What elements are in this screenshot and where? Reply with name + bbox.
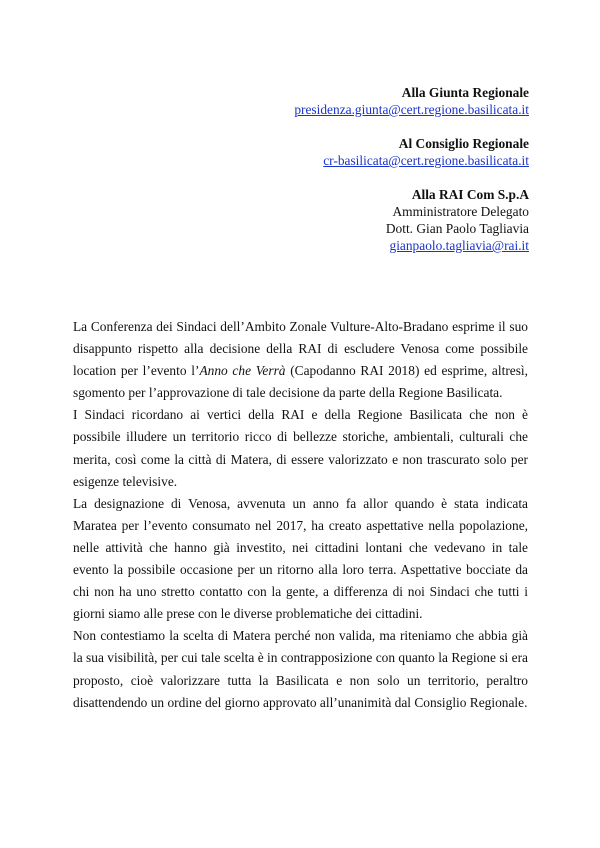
recipient-email-link[interactable]: cr-basilicata@cert.regione.basilicata.it	[323, 153, 529, 168]
recipient-title: Alla Giunta Regionale	[401, 85, 529, 100]
recipient-title: Alla RAI Com S.p.A	[411, 187, 529, 202]
paragraph-3: La designazione di Venosa, avvenuta un anno fa allor quando è stata indicata Maratea per l’evento consumato nel 2017, ha creato aspettative nella popolazione, nelle attività che hanno già investito, nei cittadini lontani che vedevano in tale evento la possibile occasione per un ritorno alla loro terra. Aspettative bocciate da chi non ha uno stretto contatto con la gente, a differenza di noi Sindaci che tutti i giorni siamo alle prese con le diverse problematiche dei cittadini.	[73, 495, 528, 622]
recipient-rai	[386, 186, 529, 254]
paragraph-text: La Conferenza dei Sindaci dell’Ambito Zonale Vulture-Alto-Bradano esprime il suo disappunto rispetto alla decisione della RAI di escludere Venosa come possibile location per l’evento l’	[73, 319, 528, 379]
recipient-giunta	[294, 84, 529, 118]
paragraph-1	[73, 316, 528, 404]
recipient-title: Al Consiglio Regionale	[398, 136, 529, 151]
paragraph-4: Non contestiamo la scelta di Matera perché non valida, ma riteniamo che abbia già la sua visibilità, per cui tale scelta è in contrapposizione con quanto la Regione si era proposto, cioè valorizzare tutta la Basilicata e non solo un territorio, peraltro disattendendo un ordine del giorno approvato all’unanimità dal Consiglio Regionale.	[73, 628, 528, 710]
event-name: Anno che Verrà	[199, 363, 286, 379]
paragraph-text: (Capodanno RAI 2018) ed esprime, altresì, sgomento per l’approvazione di tale decisione da parte della Regione Basilicata.	[73, 363, 529, 401]
recipient-name: Dott. Gian Paolo Tagliavia	[385, 221, 529, 236]
recipient-role: Amministratore Delegato	[392, 204, 529, 219]
recipient-email-link[interactable]: gianpaolo.tagliavia@rai.it	[389, 238, 529, 253]
recipient-email-link[interactable]: presidenza.giunta@cert.regione.basilicata.it	[294, 102, 529, 117]
letter-body	[73, 316, 528, 714]
recipient-consiglio	[323, 135, 529, 169]
paragraph-2: I Sindaci ricordano ai vertici della RAI e della Regione Basilicata che non è possibile illudere un territorio ricco di bellezze storiche, ambientali, culturali che merita, così come la città di Matera, di essere valorizzato e non trascurato solo per esigenze televisive.	[73, 407, 528, 489]
